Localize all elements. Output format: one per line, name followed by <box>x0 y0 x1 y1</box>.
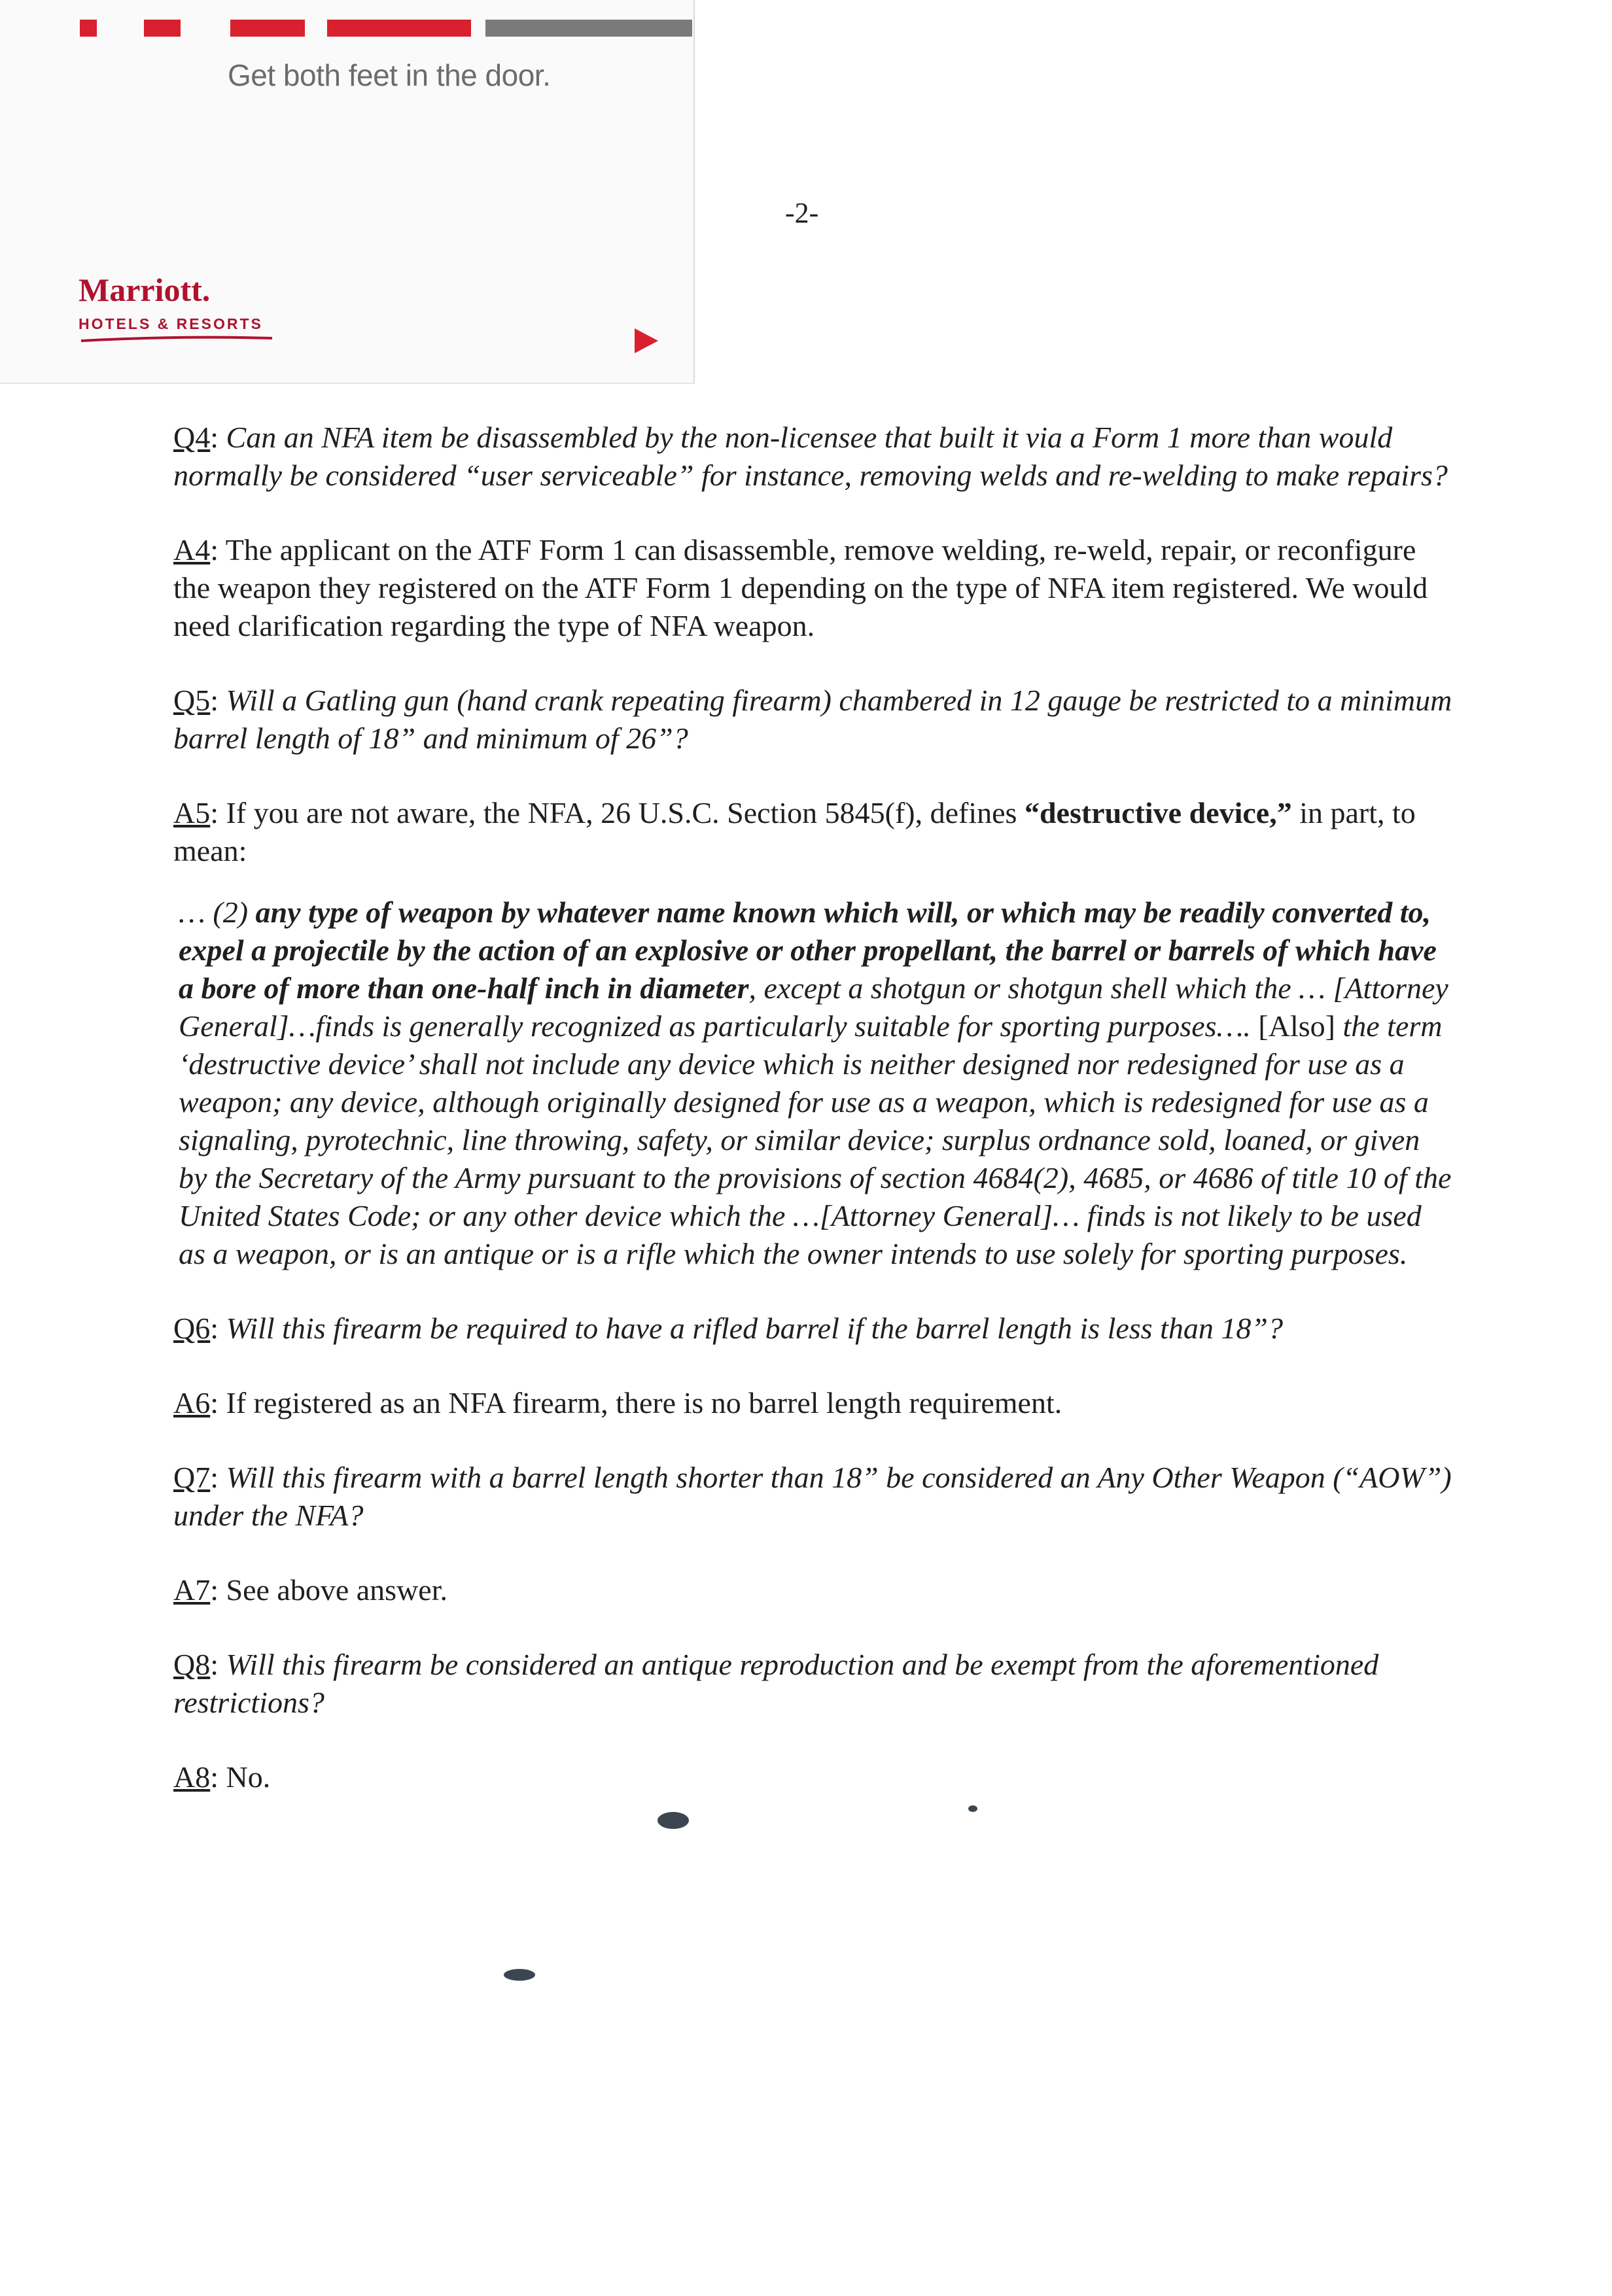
brand-sub: HOTELS & RESORTS <box>79 315 263 332</box>
a8-paragraph: A8: No. <box>173 1760 271 1794</box>
a5-label: A5 <box>173 796 211 829</box>
quote-intro: … (2) <box>179 896 256 929</box>
quote-italic-2: the term ‘destructive device’ shall not include any device which is neither designed nor redesigned for use as a weapon; any device, although originally designed for use as a weapon, which is redesigned for use as a signaling, pyrotechnic, line throwing, safety, or similar device; surplus ordnance sold, loaned, or given by the Secretary of the Army pursuant to the provisions of section 4684(2), 4685, or 4686 of title 10 of the United States Code; or any other device which the …[Attorney General]… finds is not likely to be used as a weapon, or is an antique or is a rifle which the owner intends to use solely for sporting purposes. <box>179 1009 1452 1270</box>
a7-text: See above answer. <box>226 1573 448 1607</box>
a5-text-after: in part, to mean: <box>173 796 1416 867</box>
red-bar-1 <box>80 20 97 37</box>
marriott-logo <box>79 273 275 347</box>
a7-label: A7 <box>173 1573 211 1607</box>
a8-label: A8 <box>173 1760 211 1794</box>
statute-quote <box>179 894 1456 1273</box>
quote-roman: [Also] <box>1250 1009 1343 1043</box>
a6-label: A6 <box>173 1386 211 1419</box>
q8-label: Q8 <box>173 1648 211 1681</box>
document-body <box>173 419 1456 1796</box>
q5-label: Q5 <box>173 684 211 717</box>
red-bar-2 <box>144 20 181 37</box>
q6-paragraph: Q6: Will this firearm be required to have a rifled barrel if the barrel length is less than 18”? <box>173 1312 1283 1345</box>
q7-paragraph: Q7: Will this firearm with a barrel length shorter than 18” be considered an Any Other Weapon (“AOW”) under the NFA? <box>173 1461 1452 1532</box>
a8-text: No. <box>226 1760 271 1794</box>
q7-text: Will this firearm with a barrel length shorter than 18” be considered an Any Other Weapon (“AOW”) under the NFA? <box>173 1461 1452 1532</box>
marriott-card <box>0 0 695 384</box>
q4-label: Q4 <box>173 421 211 454</box>
a4-paragraph: A4: The applicant on the ATF Form 1 can disassemble, remove welding, re-weld, repair, or reconfigure the weapon they registered on the ATF Form 1 depending on the type of NFA item registered. We would need clarification regarding the type of NFA weapon. <box>173 533 1428 642</box>
q7-label: Q7 <box>173 1461 211 1494</box>
brand-name: Marriott. <box>79 271 211 308</box>
swoosh-icon <box>79 334 275 343</box>
a4-label: A4 <box>173 533 211 566</box>
q4-text: Can an NFA item be disassembled by the non-licensee that built it via a Form 1 more than would normally be considered “user serviceable” for instance, removing welds and re-welding to make repairs? <box>173 421 1448 492</box>
a6-paragraph: A6: If registered as an NFA firearm, there is no barrel length requirement. <box>173 1386 1062 1419</box>
q6-text: Will this firearm be required to have a rifled barrel if the barrel length is less than 18”? <box>226 1312 1283 1345</box>
scan-speck <box>968 1805 977 1812</box>
a5-bold-term: “destructive device,” <box>1024 796 1292 829</box>
scan-speck <box>504 1969 535 1981</box>
q8-text: Will this firearm be considered an antique reproduction and be exempt from the aforementioned restrictions? <box>173 1648 1379 1719</box>
a6-text: If registered as an NFA firearm, there is no barrel length requirement. <box>226 1386 1062 1419</box>
page-number: -2- <box>785 197 819 229</box>
a5-paragraph: A5: If you are not aware, the NFA, 26 U.S.C. Section 5845(f), defines “destructive device,” in part, to mean: <box>173 796 1416 867</box>
q8-paragraph: Q8: Will this firearm be considered an antique reproduction and be exempt from the aforementioned restrictions? <box>173 1648 1379 1719</box>
a5-text-before: If you are not aware, the NFA, 26 U.S.C. Section 5845(f), defines <box>226 796 1025 829</box>
card-tagline: Get both feet in the door. <box>228 58 551 92</box>
q5-paragraph: Q5: Will a Gatling gun (hand crank repeating firearm) chambered in 12 gauge be restricted to a minimum barrel length of 18” and minimum of 26”? <box>173 684 1452 755</box>
red-bar-3 <box>230 20 305 37</box>
red-bar-4 <box>327 20 471 37</box>
gray-bar <box>485 20 692 37</box>
quote-bold: any type of weapon by whatever name known which will, or which may be readily converted to, expel a projectile by the action of an explosive or other propellant, the barrel or barrels of which have a bore of more than one-half inch in diameter <box>179 896 1437 1005</box>
q6-label: Q6 <box>173 1312 211 1345</box>
q5-text: Will a Gatling gun (hand crank repeating firearm) chambered in 12 gauge be restricted to a minimum barrel length of 18” and minimum of 26”? <box>173 684 1452 755</box>
quote-italic-1: , except a shotgun or shotgun shell which the … [Attorney General]…finds is generally recognized as particularly suitable for sporting purposes…. <box>179 971 1448 1043</box>
play-triangle-icon <box>635 328 658 353</box>
a7-paragraph: A7: See above answer. <box>173 1573 448 1607</box>
scan-speck <box>657 1812 689 1829</box>
q4-paragraph: Q4: Can an NFA item be disassembled by the non-licensee that built it via a Form 1 more than would normally be considered “user serviceable” for instance, removing welds and re-welding to make repairs? <box>173 421 1448 492</box>
a4-text: The applicant on the ATF Form 1 can disassemble, remove welding, re-weld, repair, or reconfigure the weapon they registered on the ATF Form 1 depending on the type of NFA item registered. We would need clarification regarding the type of NFA weapon. <box>173 533 1428 642</box>
